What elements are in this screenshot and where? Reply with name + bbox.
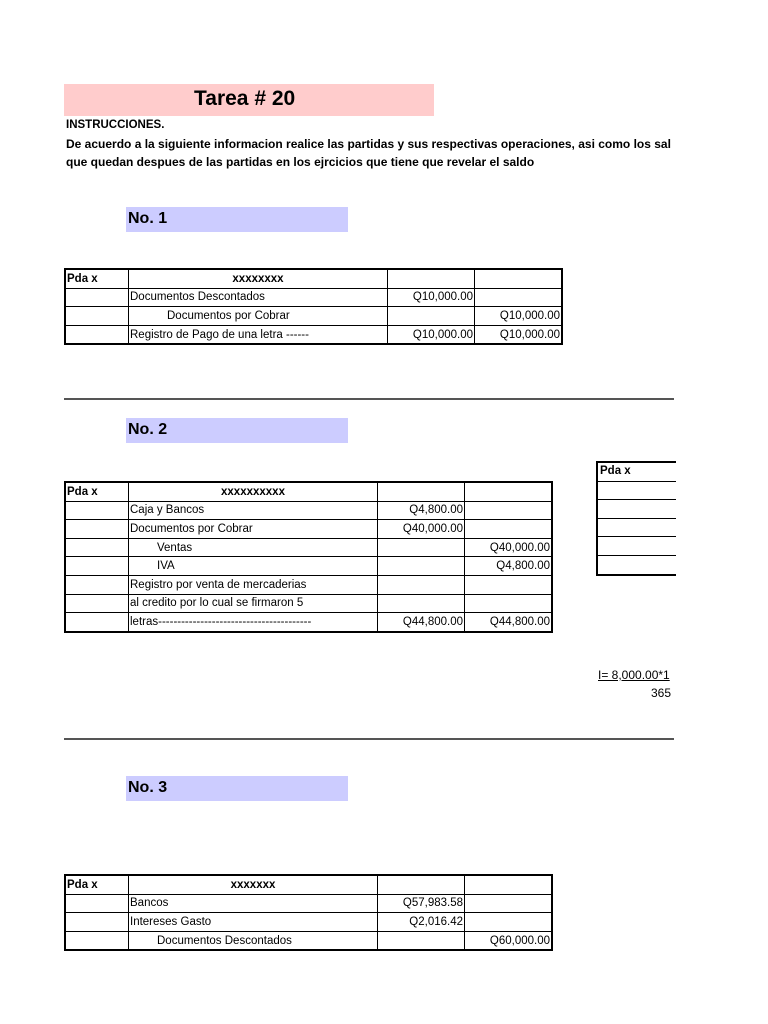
- section-1-label: No. 1: [128, 210, 168, 227]
- table-row: [65, 520, 552, 539]
- section-divider: [64, 398, 674, 400]
- credit-value: Q10,000.00: [475, 307, 563, 326]
- journal-table-1: [64, 268, 563, 345]
- account-name: Ventas: [129, 538, 378, 557]
- section-3-banner: [126, 776, 348, 801]
- table-row: [65, 575, 552, 594]
- credit-value: [475, 288, 563, 307]
- credit-value: Q10,000.00: [475, 325, 563, 344]
- journal-table-3: [64, 874, 553, 951]
- account-name: Intereses Gasto: [129, 913, 378, 932]
- debit-value: [378, 594, 465, 613]
- account-name: Documentos Descontados: [129, 288, 388, 307]
- debit-value: Q40,000.00: [378, 520, 465, 539]
- table-row: [65, 557, 552, 576]
- account-name: Registro de Pago de una letra ------: [129, 325, 388, 344]
- credit-value: [465, 501, 553, 520]
- table-header-row: [65, 269, 562, 288]
- credit-value: [465, 594, 553, 613]
- table-row: [598, 482, 676, 501]
- table-row: [598, 556, 676, 574]
- credit-value: [465, 913, 553, 932]
- pda-label: Pda x: [65, 875, 129, 894]
- debit-value: [378, 575, 465, 594]
- account-name: Documentos por Cobrar: [129, 520, 378, 539]
- table-row: [65, 931, 552, 950]
- debit-value: [388, 307, 475, 326]
- pda-label: Pda x: [65, 269, 129, 288]
- account-name: Caja y Bancos: [129, 501, 378, 520]
- debit-value: Q10,000.00: [388, 288, 475, 307]
- table-row: [65, 538, 552, 557]
- table-row: [65, 913, 552, 932]
- debit-value: Q4,800.00: [378, 501, 465, 520]
- table-row: [65, 594, 552, 613]
- credit-value: [465, 894, 553, 913]
- debit-value: Q2,016.42: [378, 913, 465, 932]
- credit-value: Q40,000.00: [465, 538, 553, 557]
- entry-placeholder: xxxxxxx: [129, 875, 378, 894]
- debit-value: [378, 557, 465, 576]
- table-row: [65, 307, 562, 326]
- section-1-banner: [126, 207, 348, 232]
- section-2-banner: [126, 418, 348, 443]
- pda-label: Pda x: [65, 482, 129, 501]
- section-3-label: No. 3: [128, 779, 168, 796]
- table-row: [65, 894, 552, 913]
- side-journal-table: [596, 461, 676, 576]
- formula-denominator: 365: [651, 686, 672, 700]
- debit-value: Q10,000.00: [388, 325, 475, 344]
- table-row: [65, 613, 552, 632]
- account-name: IVA: [129, 557, 378, 576]
- account-name: Documentos Descontados: [129, 931, 378, 950]
- description-line: Registro por venta de mercaderias: [129, 575, 378, 594]
- credit-value: Q4,800.00: [465, 557, 553, 576]
- interest-formula: I= 8,000.00*1: [598, 668, 670, 682]
- page-title: Tarea # 20: [194, 87, 296, 110]
- table-row: [65, 288, 562, 307]
- section-divider: [64, 738, 674, 740]
- credit-value: Q44,800.00: [465, 613, 553, 632]
- debit-value: Q44,800.00: [378, 613, 465, 632]
- credit-value: [465, 575, 553, 594]
- instructions-line-1: De acuerdo a la siguiente informacion realice las partidas y sus respectivas operaciones, asi como los sal: [66, 137, 671, 151]
- table-header-row: [65, 482, 552, 501]
- account-name: Bancos: [129, 894, 378, 913]
- instructions-line-2: que quedan despues de las partidas en los ejrcicios que tiene que revelar el saldo: [66, 155, 535, 169]
- entry-placeholder: xxxxxxxxxx: [129, 482, 378, 501]
- table-header-row: [65, 875, 552, 894]
- table-row: [598, 537, 676, 556]
- account-name: Documentos por Cobrar: [129, 307, 388, 326]
- debit-value: Q57,983.58: [378, 894, 465, 913]
- title-banner: [64, 84, 434, 116]
- table-row: [598, 519, 676, 538]
- debit-value: [378, 538, 465, 557]
- description-line: letras----------------------------------------: [129, 613, 378, 632]
- journal-table-2: [64, 481, 553, 633]
- debit-value: [378, 931, 465, 950]
- credit-value: Q60,000.00: [465, 931, 553, 950]
- entry-placeholder: xxxxxxxx: [129, 269, 388, 288]
- section-2-label: No. 2: [128, 421, 168, 438]
- description-line: al credito por lo cual se firmaron 5: [129, 594, 378, 613]
- pda-label: Pda x: [598, 463, 676, 482]
- credit-value: [465, 520, 553, 539]
- table-row: [598, 500, 676, 519]
- instructions-heading: INSTRUCCIONES.: [66, 119, 165, 131]
- table-row: [65, 501, 552, 520]
- table-row: [65, 325, 562, 344]
